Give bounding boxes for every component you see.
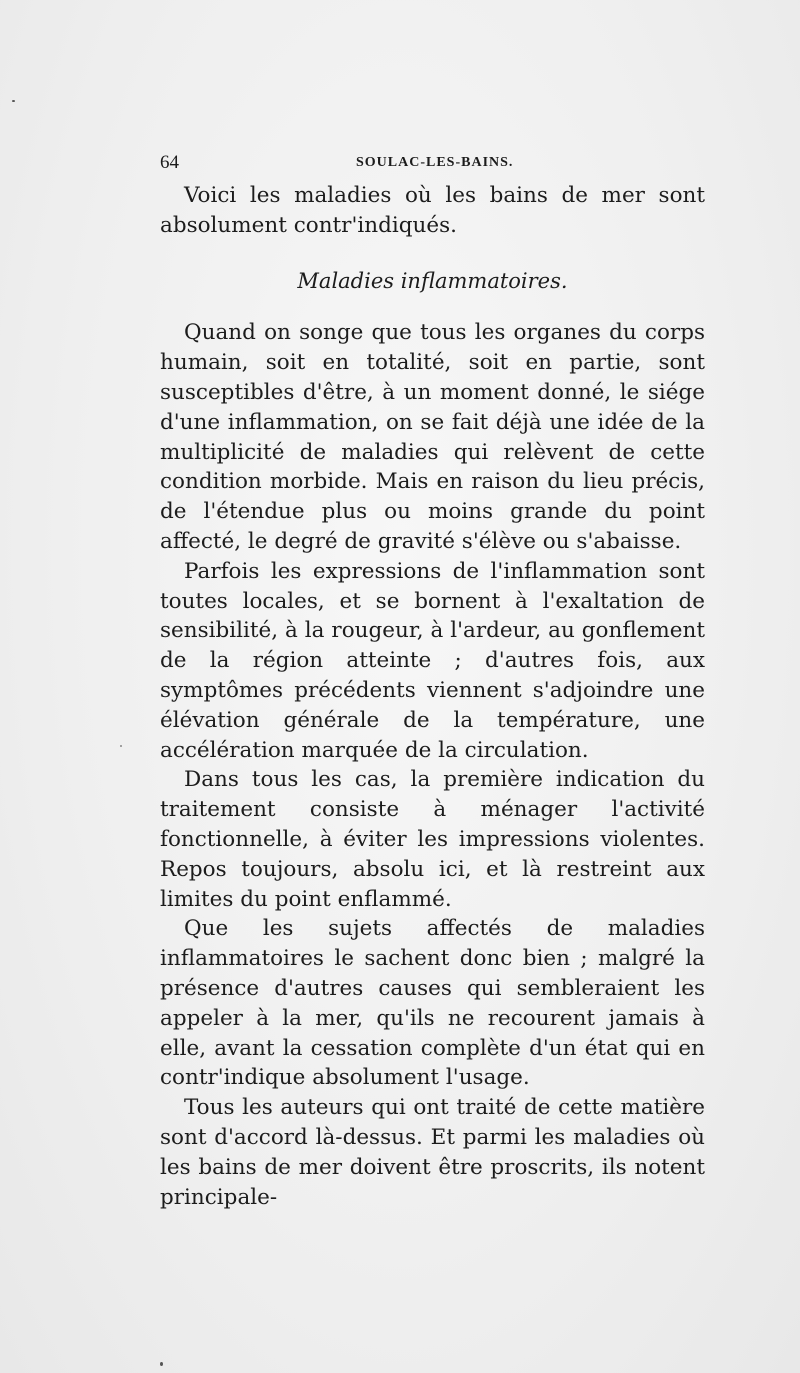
paragraph: Tous les auteurs qui ont traité de cette matière sont d'accord là-dessus. Et parmi les maladies où les bains de mer doivent être proscrits, ils notent principale- xyxy=(160,1095,705,1210)
paper-speck xyxy=(160,1362,163,1366)
paragraph: Que les sujets affectés de maladies inflammatoires le sachent donc bien ; malgré la présence d'autres causes qui sembleraient les appeler à la mer, qu'ils ne recourent jamais à elle, avant la cessation complète d'un état qui en contr'indique absolument l'usage. xyxy=(160,916,705,1091)
page-number: 64 xyxy=(160,152,179,173)
paper-speck xyxy=(120,745,122,747)
body-text xyxy=(160,181,705,1212)
paragraph: Quand on songe que tous les organes du corps humain, soit en totalité, soit en partie, sont susceptibles d'être, à un moment donné, le siége d'une inflammation, on se fait déjà une idée de la multiplicité de maladies qui relèvent de cette condition morbide. Mais en raison du lieu précis, de l'étendue plus ou moins grande du point affecté, le degré de gravité s'élève ou s'abaisse. xyxy=(160,320,705,554)
running-head xyxy=(160,152,705,178)
paragraph: Parfois les expressions de l'inflammation sont toutes locales, et se bornent à l'exaltation de sensibilité, à la rougeur, à l'ardeur, au gonflement de la région atteinte ; d'autres fois, aux symptômes précédents viennent s'adjoindre une élévation générale de la température, une accélération marquée de la circulation. xyxy=(160,558,705,763)
running-title: SOULAC-LES-BAINS. xyxy=(356,155,514,170)
paragraph: Dans tous les cas, la première indication du traitement consiste à ménager l'activité fonctionnelle, à éviter les impressions violentes. Repos toujours, absolu ici, et là restreint aux limites du point enflammé. xyxy=(160,767,705,912)
paper-speck xyxy=(12,100,15,102)
intro-paragraph: Voici les maladies où les bains de mer sont absolument contr'indiqués. xyxy=(160,183,705,238)
section-title: Maladies inflammatoires. xyxy=(297,268,568,293)
